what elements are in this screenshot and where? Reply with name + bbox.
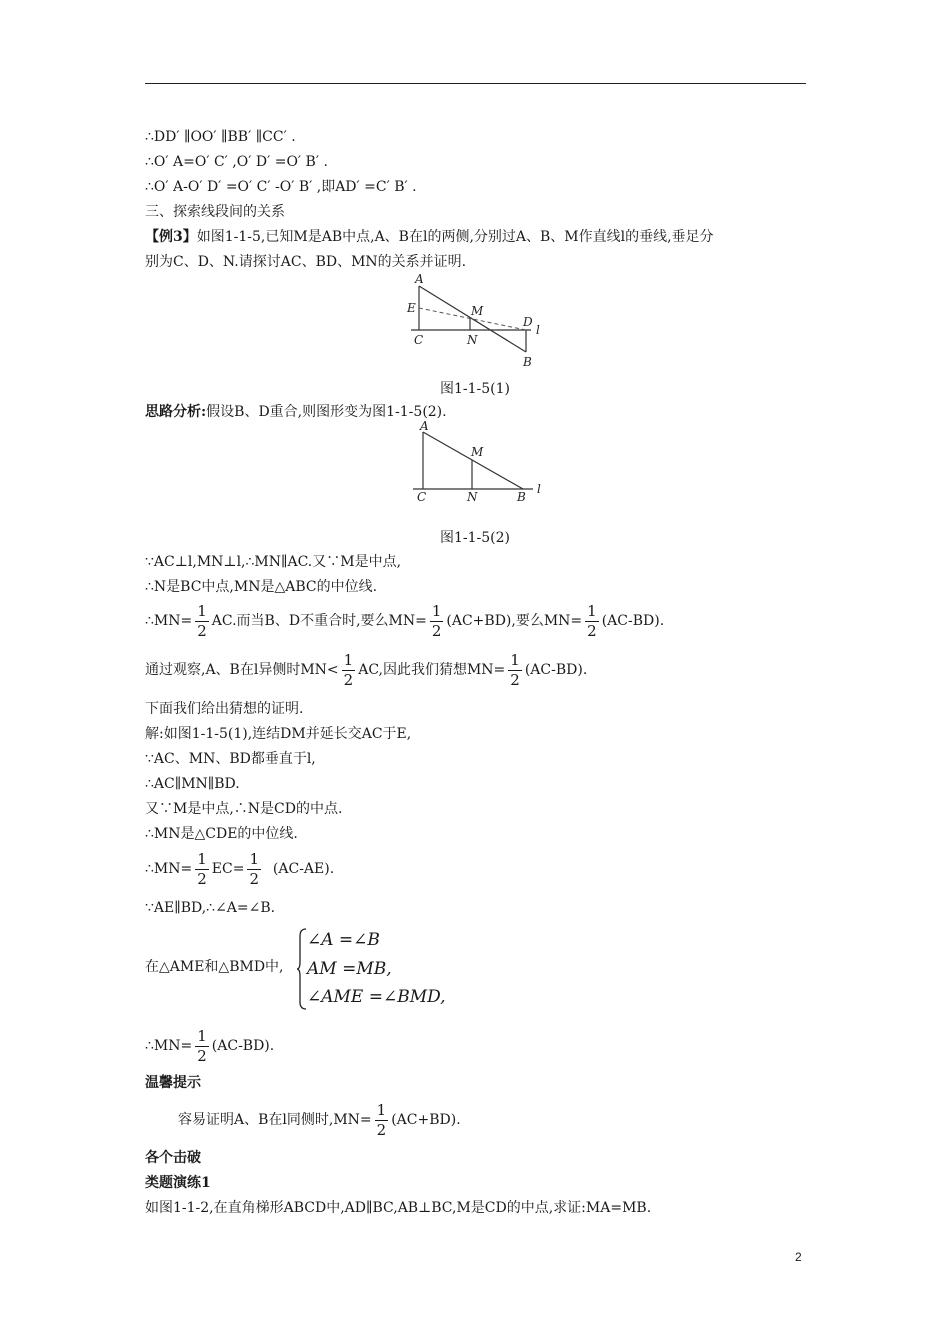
- fraction-half: [195, 849, 209, 888]
- line-ad-equal: ∴O′ A-O′ D′ =O′ C′ -O′ B′ ,即AD′ =C′ B′ .: [145, 179, 417, 195]
- numerator: 1: [197, 1026, 207, 1045]
- fraction-half: [195, 601, 209, 640]
- proof-line-8: ∴AC∥MN∥BD.: [145, 776, 240, 792]
- denominator: 2: [197, 869, 207, 888]
- label-a: A: [420, 420, 429, 433]
- label-m: M: [471, 304, 484, 318]
- figure-1-1-5-1: [395, 272, 555, 372]
- text-segment: ∴MN=: [145, 861, 193, 877]
- example-3-text: 如图1-1-5,已知M是AB中点,A、B在l的两侧,分别过A、B、M作直线l的垂线,垂足分: [196, 229, 714, 245]
- figure-2-caption: 图1-1-5(2): [439, 530, 510, 546]
- text-segment: 通过观察,A、B在l异侧时MN<: [145, 662, 339, 678]
- label-e: E: [407, 301, 416, 315]
- segment-ab: [423, 432, 523, 489]
- numerator: 1: [510, 650, 520, 669]
- denominator: 2: [587, 621, 597, 640]
- example-3-tag: 【例3】: [145, 229, 197, 245]
- label-d: D: [523, 315, 533, 329]
- text-segment: (AC-BD).: [601, 613, 665, 629]
- label-c: C: [414, 333, 424, 347]
- analysis-label: 思路分析:: [145, 404, 207, 420]
- tip-title: 温馨提示: [145, 1075, 201, 1091]
- proof-line-3: [145, 601, 664, 641]
- equation-brace: [297, 928, 307, 1010]
- label-n: N: [467, 333, 478, 347]
- proof-line-6: 解:如图1-1-5(1),连结DM并延长交AC于E,: [145, 726, 412, 742]
- text-segment: (AC-BD).: [524, 662, 588, 678]
- text-segment: AC,因此我们猜想MN=: [358, 662, 506, 678]
- fraction-half: [247, 849, 261, 888]
- text-segment: (AC+BD).: [391, 1112, 461, 1128]
- tip-text: [178, 1100, 461, 1140]
- proof-line-10: ∴MN是△CDE的中位线.: [145, 826, 298, 842]
- example-3-line1: [145, 228, 714, 246]
- numerator: 1: [343, 650, 354, 669]
- label-c: C: [417, 490, 427, 504]
- label-l: l: [536, 323, 540, 337]
- practice-title: 类题演练1: [145, 1175, 211, 1191]
- practice-problem: 如图1-1-2,在直角梯形ABCD中,AD∥BC,AB⊥BC,M是CD的中点,求证:MA=MB.: [145, 1200, 652, 1216]
- analysis-text: 假设B、D重合,则图形变为图1-1-5(2).: [206, 404, 447, 420]
- denominator: 2: [197, 621, 207, 640]
- proof-line-5: 下面我们给出猜想的证明.: [145, 701, 304, 717]
- figure-1-1-5-2: [405, 420, 555, 505]
- fraction-half: [375, 1100, 389, 1139]
- header-rule: [145, 83, 806, 84]
- example-3-line2: 别为C、D、N.请探讨AC、BD、MN的关系并证明.: [145, 254, 467, 270]
- denominator: 2: [376, 1120, 387, 1139]
- label-b: B: [523, 355, 532, 369]
- label-a: A: [415, 272, 424, 286]
- proof-line-7: ∵AC、MN、BD都垂直于l,: [145, 751, 316, 767]
- label-n: N: [467, 490, 478, 504]
- section-heading-3: 三、探索线段间的关系: [145, 204, 285, 220]
- text-mn-eq: ∴MN=: [145, 613, 193, 629]
- denominator: 2: [249, 869, 259, 888]
- fraction-half: [508, 650, 522, 689]
- text-segment: ∴MN=: [145, 1038, 193, 1054]
- figure-1-caption: 图1-1-5(1): [439, 381, 510, 397]
- text-segment: 容易证明A、B在l同侧时,MN=: [178, 1112, 372, 1128]
- denominator: 2: [431, 621, 442, 640]
- proof-line-9: 又∵M是中点,∴N是CD的中点.: [145, 801, 343, 817]
- numerator: 1: [249, 849, 259, 868]
- proof-line-11: [145, 849, 334, 889]
- system-eq-3: ∠AME =∠BMD,: [307, 987, 446, 1007]
- page-number: 2: [795, 1250, 802, 1264]
- proof-line-1: ∵AC⊥l,MN⊥l,∴MN∥AC.又∵M是中点,: [145, 554, 402, 570]
- label-b: B: [517, 490, 526, 504]
- label-m: M: [471, 445, 484, 459]
- text-segment: (AC-AE).: [272, 861, 335, 877]
- numerator: 1: [376, 1100, 387, 1119]
- line-oa-equal: ∴O′ A=O′ C′ ,O′ D′ =O′ B′ .: [145, 154, 328, 170]
- analysis-line: [145, 403, 447, 421]
- label-l: l: [537, 482, 541, 496]
- text-segment: (AC-BD).: [211, 1038, 275, 1054]
- break-title: 各个击破: [145, 1150, 201, 1166]
- fraction-half: [585, 601, 599, 640]
- proof-line-13: 在△AME和△BMD中,: [145, 959, 284, 975]
- text-segment: AC.而当B、D不重合时,要么MN=: [211, 613, 427, 629]
- denominator: 2: [510, 670, 520, 689]
- numerator: 1: [587, 601, 597, 620]
- proof-line-14: [145, 1026, 274, 1066]
- numerator: 1: [197, 601, 207, 620]
- denominator: 2: [343, 670, 354, 689]
- line-dd-parallel: ∴DD′ ∥OO′ ∥BB′ ∥CC′ .: [145, 129, 296, 145]
- fraction-half: [195, 1026, 209, 1065]
- fraction-half: [430, 601, 444, 640]
- system-eq-1: ∠A =∠B: [307, 930, 380, 950]
- fraction-half: [342, 650, 356, 689]
- proof-line-4: [145, 650, 587, 690]
- proof-line-2: ∴N是BC中点,MN是△ABC的中位线.: [145, 579, 378, 595]
- text-segment: EC=: [211, 861, 245, 877]
- numerator: 1: [197, 849, 207, 868]
- system-eq-2: AM =MB,: [307, 959, 392, 979]
- proof-line-12: ∵AE∥BD,∴∠A=∠B.: [145, 900, 276, 916]
- denominator: 2: [197, 1046, 207, 1065]
- text-segment: (AC+BD),要么MN=: [446, 613, 583, 629]
- numerator: 1: [431, 601, 442, 620]
